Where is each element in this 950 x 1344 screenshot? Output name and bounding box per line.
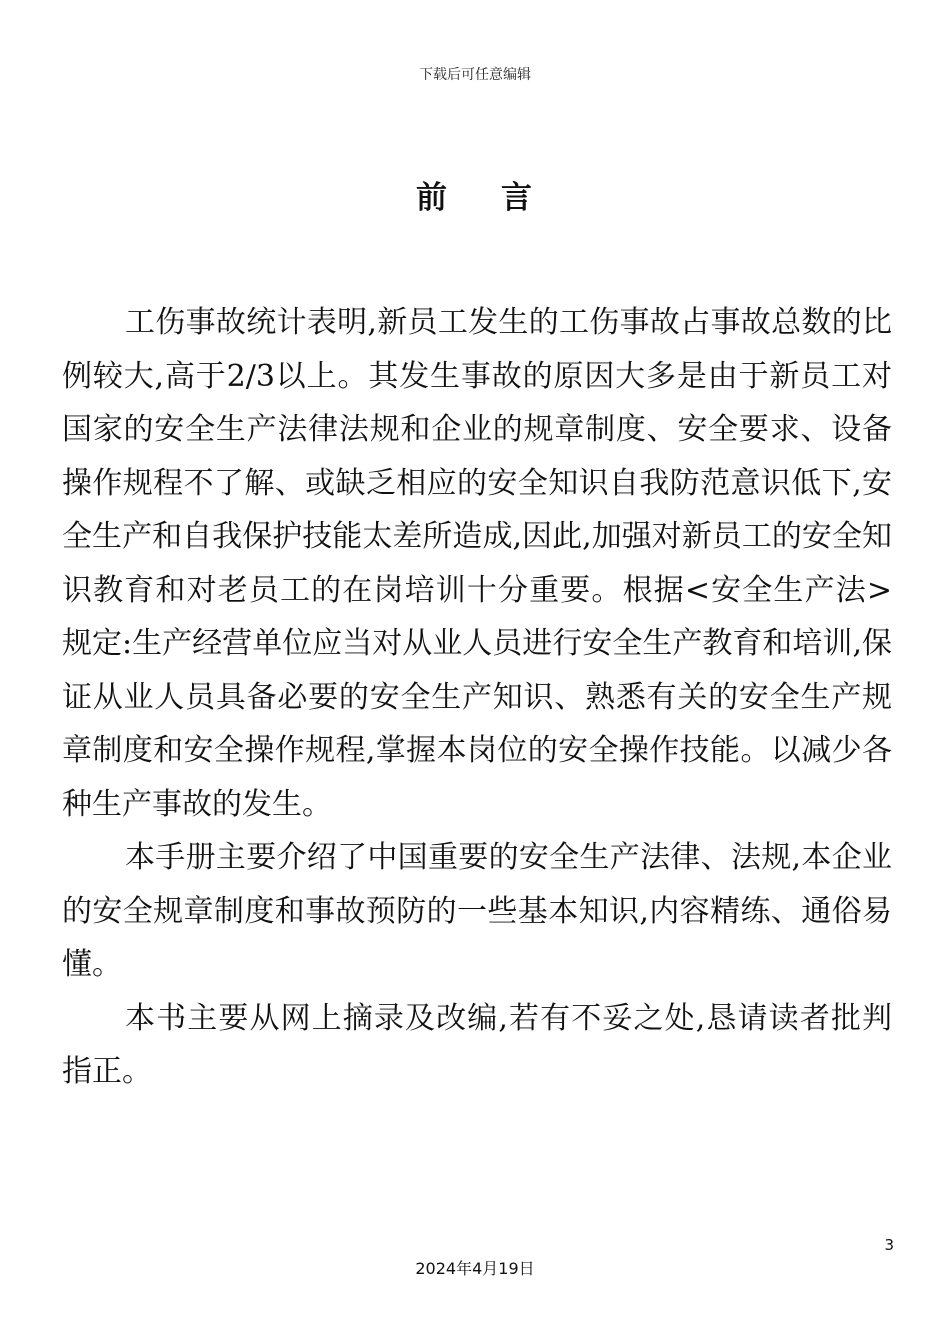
paragraph-1: 工伤事故统计表明,新员工发生的工伤事故占事故总数的比例较大,高于2/3以上。其发生事故的原因大多是由于新员工对国家的安全生产法律法规和企业的规章制度、安全要求、设备操作规程不了解、或缺乏相应的安全知识自我防范意识低下,安全生产和自我保护技能太差所造成,因此,加强对新员工的安全知识教育和对老员工的在岗培训十分重要。根据<安全生产法>规定:生产经营单位应当对从业人员进行安全生产教育和培训,保证从业人员具备必要的安全生产知识、熟悉有关的安全生产规章制度和安全操作规程,掌握本岗位的安全操作技能。以减少各种生产事故的发生。 bbox=[62, 305, 892, 822]
page-title bbox=[0, 172, 950, 217]
page-number: 3 bbox=[884, 1236, 894, 1254]
paragraph-2: 本手册主要介绍了中国重要的安全生产法律、法规,本企业的安全规章制度和事故预防的一些基本知识,内容精练、通俗易懂。 bbox=[62, 840, 892, 982]
body-text bbox=[62, 296, 892, 1099]
paragraph-3: 本书主要从网上摘录及改编,若有不妥之处,恳请读者批判指正。 bbox=[62, 1000, 892, 1089]
header-note: 下载后可任意编辑 bbox=[419, 67, 531, 83]
footer-date: 2024年4月19日 bbox=[415, 1259, 535, 1278]
title-char-1: 前 bbox=[416, 180, 449, 216]
title-char-2: 言 bbox=[501, 180, 534, 216]
